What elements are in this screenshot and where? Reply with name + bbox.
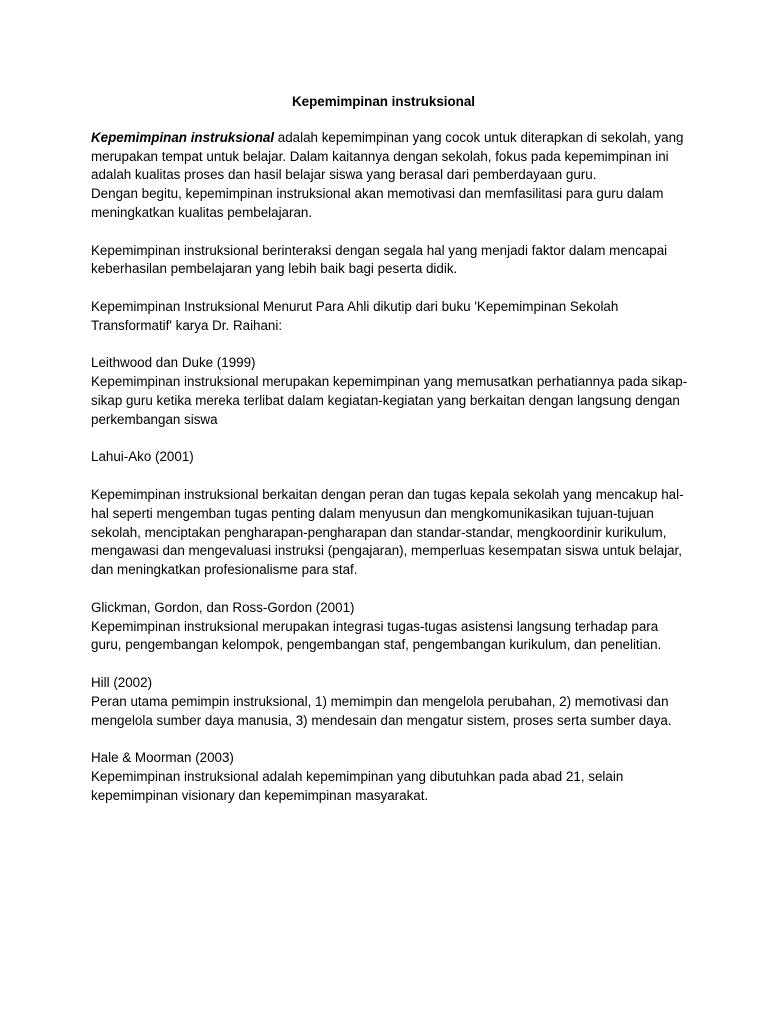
expert-name: Lahui-Ako (2001) — [91, 449, 194, 465]
intro-second-paragraph: Dengan begitu, kepemimpinan instruksional akan memotivasi dan memfasilitasi para guru dalam meningkatkan kualitas pembelajaran. — [91, 186, 664, 220]
expert-name: Glickman, Gordon, dan Ross-Gordon (2001) — [91, 599, 355, 615]
paragraph-experts-intro: Kepemimpinan Instruksional Menurut Para Ahli dikutip dari buku 'Kepemimpinan Sekolah Transformatif' karya Dr. Raihani: — [91, 298, 619, 333]
intro-text: adalah kepemimpinan yang cocok untuk diterapkan di sekolah, yang merupakan tempat untuk belajar. Dalam kaitannya dengan sekolah, fokus pada kepemimpinan ini adalah kualitas proses dan hasil belajar siswa yang berasal dari pemberdayaan guru. — [91, 129, 684, 183]
expert-definition: Kepemimpinan instruksional berkaitan dengan peran dan tugas kepala sekolah yang mencakup hal-hal seperti mengemban tugas penting dalam menyusun dan mengkomunikasikan tujuan-tujuan sekolah, menciptakan pengharapan-pengharapan dan standar-standar, mengkoordinir kurikulum, mengawasi dan mengevaluasi instruksi (pengajaran), memperluas kesempatan siswa untuk belajar, dan meningkatkan profesionalisme para staf. — [91, 486, 684, 578]
expert-definition: Kepemimpinan instruksional adalah kepemimpinan yang dibutuhkan pada abad 21, selain kepemimpinan visionary dan kepemimpinan masyarakat. — [91, 768, 624, 803]
expert-definition: Kepemimpinan instruksional merupakan integrasi tugas-tugas asistensi langsung terhadap para guru, pengembangan kelompok, pengembangan staf, pengembangan kurikulum, dan penelitian. — [91, 618, 662, 653]
paragraph-interaction: Kepemimpinan instruksional berinteraksi dengan segala hal yang menjadi faktor dalam mencapai keberhasilan pembelajaran yang lebih baik bagi peserta didik. — [91, 242, 668, 277]
intro-paragraph — [91, 129, 691, 185]
document-body — [91, 93, 691, 805]
expert-definition: Kepemimpinan instruksional merupakan kepemimpinan yang memusatkan perhatiannya pada sikap-sikap guru ketika mereka terlibat dalam kegiatan-kegiatan yang berkaitan dengan langsung dengan perkembangan siswa — [91, 374, 688, 427]
expert-definition: Peran utama pemimpin instruksional, 1) memimpin dan mengelola perubahan, 2) memotivasi dan mengelola sumber daya manusia, 3) mendesain dan mengatur sistem, proses serta sumber daya. — [91, 693, 672, 728]
intro-term: Kepemimpinan instruksional — [91, 129, 275, 145]
expert-name: Hale & Moorman (2003) — [91, 750, 234, 766]
expert-name: Hill (2002) — [91, 674, 153, 690]
expert-name: Leithwood dan Duke (1999) — [91, 355, 256, 371]
document-title: Kepemimpinan instruksional — [291, 94, 476, 109]
